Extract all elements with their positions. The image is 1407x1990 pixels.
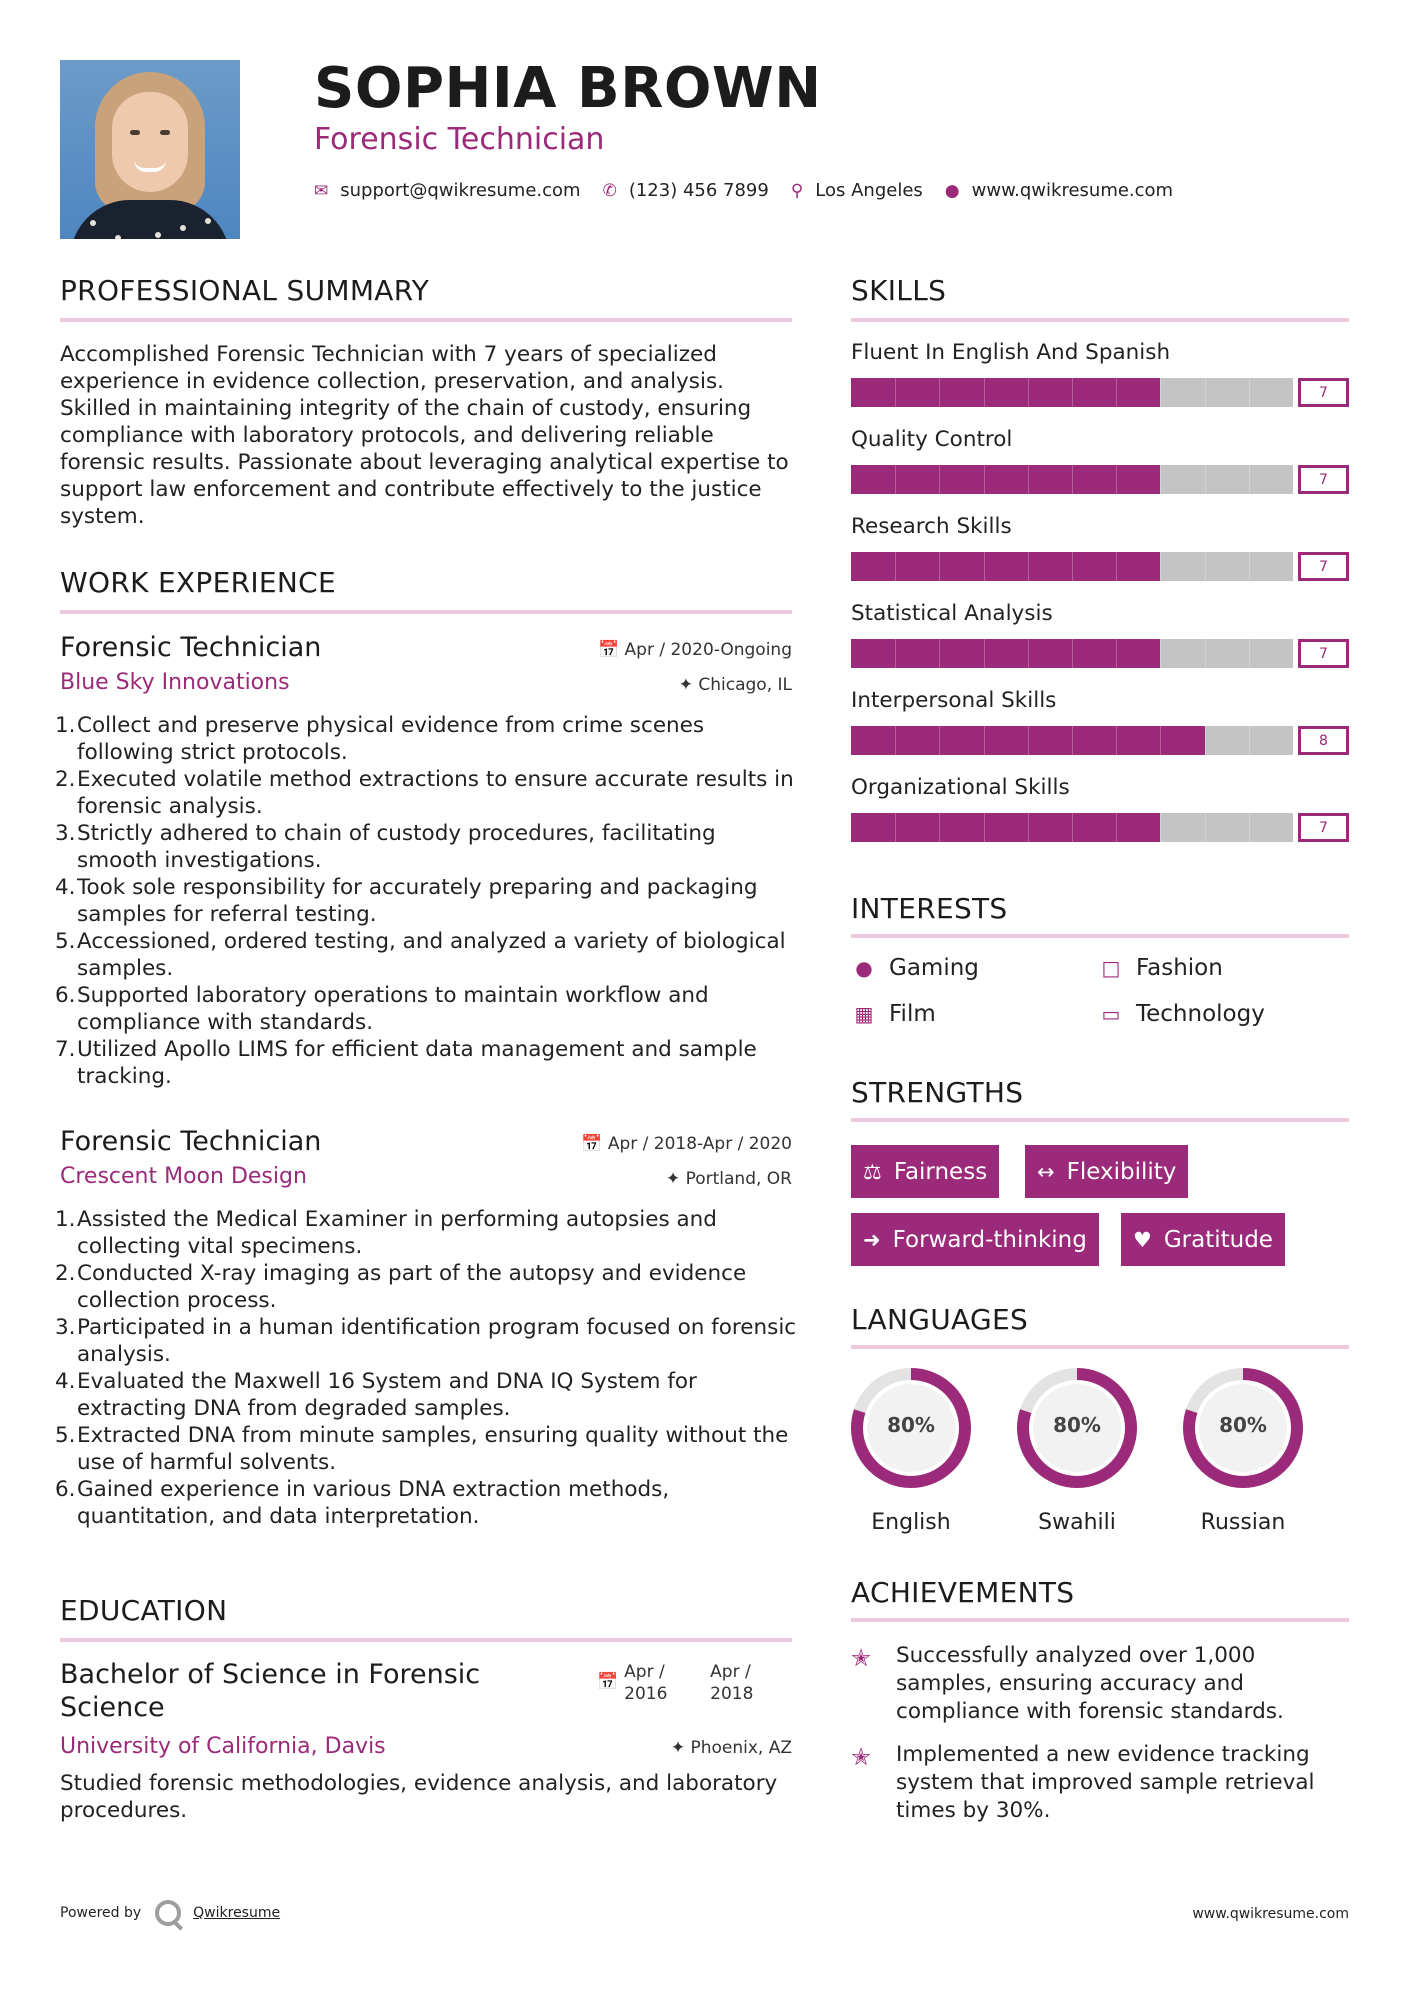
job-location: ✦ Chicago, IL <box>678 675 792 695</box>
job-title: Forensic Technician <box>60 1126 322 1157</box>
job-date: 📅 Apr / 2020-Ongoing <box>597 640 792 660</box>
list-item: 4. Evaluated the Maxwell 16 System and DNA IQ System for extracting DNA from degraded samples. <box>55 1369 697 1421</box>
language-name: Swahili <box>1038 1510 1116 1535</box>
list-item: 2. Executed volatile method extractions to ensure accurate results in forensic analysis. <box>55 767 794 819</box>
interest-item: ▭ Technology <box>1098 1001 1265 1027</box>
education-location: ✦ Phoenix, AZ <box>670 1738 792 1758</box>
skill-item <box>851 427 1349 497</box>
list-item: 1. Assisted the Medical Examiner in performing autopsies and collecting vital specimens. <box>55 1207 717 1259</box>
experience-rule <box>60 610 792 614</box>
skill-item <box>851 340 1349 410</box>
heart-icon: ♥ <box>1133 1227 1152 1252</box>
strengths-rule <box>851 1118 1349 1122</box>
footer-website[interactable]: www.qwikresume.com <box>1192 1906 1349 1922</box>
skill-item <box>851 775 1349 845</box>
achievements-rule <box>851 1618 1349 1622</box>
summary-heading: PROFESSIONAL SUMMARY <box>60 274 430 307</box>
interests-rule <box>851 934 1349 938</box>
contact-email[interactable]: ✉ support@qwikresume.com <box>314 180 581 201</box>
skill-item <box>851 688 1349 758</box>
skill-bar <box>851 378 1293 407</box>
language-percent: 80% <box>1053 1413 1101 1437</box>
footer-powered-by: Powered by Qwikresume <box>60 1900 280 1926</box>
star-icon: ✭ <box>851 1743 872 1771</box>
job-bullets <box>55 1206 800 1530</box>
list-item: 3. Participated in a human identification program focused on forensic analysis. <box>55 1315 797 1367</box>
skill-bar <box>851 726 1293 755</box>
job-date: 📅 Apr / 2018-Apr / 2020 <box>581 1134 792 1154</box>
list-item: 6. Supported laboratory operations to maintain workflow and compliance with standards. <box>55 983 709 1035</box>
skill-name: Fluent In English And Spanish <box>851 340 1171 365</box>
strength-tag: ♥ Gratitude <box>1121 1213 1285 1266</box>
language-name: Russian <box>1200 1510 1286 1535</box>
skill-name: Organizational Skills <box>851 775 1070 800</box>
pin-icon: ✦ <box>670 1738 686 1758</box>
qwikresume-logo-icon <box>155 1900 181 1926</box>
film-icon: ▦ <box>854 1002 874 1026</box>
strength-tag: ⚖ Fairness <box>851 1145 999 1198</box>
skill-bar-fill <box>851 639 1160 668</box>
pin-icon: ✦ <box>665 1169 681 1189</box>
skill-value: 7 <box>1298 552 1349 581</box>
job-entry <box>55 632 794 1102</box>
skills-rule <box>851 318 1349 322</box>
interest-item: ▦ Film <box>851 1001 936 1027</box>
laptop-icon: ▭ <box>1101 1002 1121 1026</box>
languages-rule <box>851 1345 1349 1349</box>
list-item: 3. Strictly adhered to chain of custody procedures, facilitating smooth investigations. <box>55 821 716 873</box>
job-bullets <box>55 712 800 1090</box>
summary-rule <box>60 318 792 322</box>
candidate-name: SOPHIA BROWN <box>314 56 822 121</box>
shopping-bag-icon: □ <box>1101 956 1121 980</box>
summary-text: Accomplished Forensic Technician with 7 years of specialized experience in evidence collection, preservation, and analysis. Skilled in maintaining integrity of the chain of custody, ensuring compliance with laboratory protocols, and delivering reliable forensic results. Passionate about leveraging analytical expertise to support law enforcement and contribute effectively to the justice system. <box>60 342 789 529</box>
job-title: Forensic Technician <box>60 632 322 663</box>
experience-heading: WORK EXPERIENCE <box>60 566 336 599</box>
gamepad-icon: ● <box>855 956 873 980</box>
arrow-right-icon: ➜ <box>863 1227 881 1252</box>
job-company: Crescent Moon Design <box>60 1164 307 1189</box>
list-item: 5. Extracted DNA from minute samples, ensuring quality without the use of harmful solvents. <box>55 1423 789 1475</box>
skill-bar-fill <box>851 378 1160 407</box>
education-date: 📅 Apr / 2016 Apr / 2018 <box>597 1662 754 1704</box>
education-description: Studied forensic methodologies, evidence analysis, and laboratory procedures. <box>60 1771 778 1823</box>
achievement-item: ✭ Implemented a new evidence tracking system that improved sample retrieval times by 30%. <box>851 1742 1315 1823</box>
calendar-icon: 📅 <box>581 1134 603 1154</box>
skill-bar-fill <box>851 552 1160 581</box>
skill-value: 7 <box>1298 639 1349 668</box>
envelope-icon: ✉ <box>314 180 329 201</box>
interest-item: ● Gaming <box>851 955 979 981</box>
skill-value: 7 <box>1298 465 1349 494</box>
education-school: University of California, Davis <box>60 1734 386 1759</box>
contact-phone[interactable]: ✆ (123) 456 7899 <box>602 180 769 201</box>
skill-bar-fill <box>851 465 1160 494</box>
achievement-item: ✭ Successfully analyzed over 1,000 samples, ensuring accuracy and compliance with forensic standards. <box>851 1643 1284 1724</box>
language-name: English <box>871 1510 951 1535</box>
arrows-h-icon: ↔ <box>1037 1159 1055 1184</box>
list-item: 7. Utilized Apollo LIMS for efficient data management and sample tracking. <box>55 1037 757 1089</box>
skill-value: 7 <box>1298 813 1349 842</box>
strength-tag: ↔ Flexibility <box>1025 1145 1188 1198</box>
skills-heading: SKILLS <box>851 274 947 307</box>
profile-photo <box>60 60 240 239</box>
language-item <box>1015 1366 1139 1535</box>
language-percent: 80% <box>887 1413 935 1437</box>
list-item: 6. Gained experience in various DNA extraction methods, quantitation, and data interpretation. <box>55 1477 670 1529</box>
phone-icon: ✆ <box>602 180 617 201</box>
skill-name: Interpersonal Skills <box>851 688 1057 713</box>
skill-item <box>851 514 1349 584</box>
education-heading: EDUCATION <box>60 1594 228 1627</box>
language-item <box>849 1366 973 1535</box>
education-rule <box>60 1638 792 1642</box>
footer-brand-link[interactable]: Qwikresume <box>193 1905 281 1921</box>
globe-icon: ● <box>944 180 960 201</box>
list-item: 1. Collect and preserve physical evidence from crime scenes following strict protocols. <box>55 713 705 765</box>
contact-website[interactable]: ● www.qwikresume.com <box>944 180 1174 201</box>
language-percent: 80% <box>1219 1413 1267 1437</box>
skill-name: Research Skills <box>851 514 1012 539</box>
education-degree: Bachelor of Science in Forensic Science <box>60 1659 481 1723</box>
pin-icon: ✦ <box>678 675 693 695</box>
language-item <box>1181 1366 1305 1535</box>
skill-bar <box>851 639 1293 668</box>
map-pin-icon: ⚲ <box>790 180 804 201</box>
strength-tag: ➜ Forward-thinking <box>851 1213 1099 1266</box>
candidate-title: Forensic Technician <box>314 122 605 157</box>
contact-bar <box>314 180 1195 201</box>
list-item: 5. Accessioned, ordered testing, and analyzed a variety of biological samples. <box>55 929 786 981</box>
skill-value: 7 <box>1298 378 1349 407</box>
job-entry <box>55 1126 797 1546</box>
strengths-heading: STRENGTHS <box>851 1076 1024 1109</box>
skill-bar <box>851 813 1293 842</box>
languages-heading: LANGUAGES <box>851 1303 1029 1336</box>
calendar-icon: 📅 <box>597 1672 619 1692</box>
skill-bar-fill <box>851 813 1160 842</box>
skill-name: Statistical Analysis <box>851 601 1053 626</box>
list-item: 4. Took sole responsibility for accurately preparing and packaging samples for referral testing. <box>55 875 758 927</box>
skill-bar <box>851 552 1293 581</box>
achievements-heading: ACHIEVEMENTS <box>851 1576 1075 1609</box>
balance-scale-icon: ⚖ <box>863 1159 882 1184</box>
list-item: 2. Conducted X-ray imaging as part of the autopsy and evidence collection process. <box>55 1261 747 1313</box>
skill-name: Quality Control <box>851 427 1013 452</box>
skill-item <box>851 601 1349 671</box>
skill-bar <box>851 465 1293 494</box>
skill-value: 8 <box>1298 726 1349 755</box>
job-company: Blue Sky Innovations <box>60 670 290 695</box>
contact-location: ⚲ Los Angeles <box>790 180 923 201</box>
star-icon: ✭ <box>851 1644 872 1672</box>
calendar-icon: 📅 <box>597 640 620 660</box>
interest-item: □ Fashion <box>1098 955 1223 981</box>
job-location: ✦ Portland, OR <box>665 1169 792 1189</box>
interests-heading: INTERESTS <box>851 892 1008 925</box>
